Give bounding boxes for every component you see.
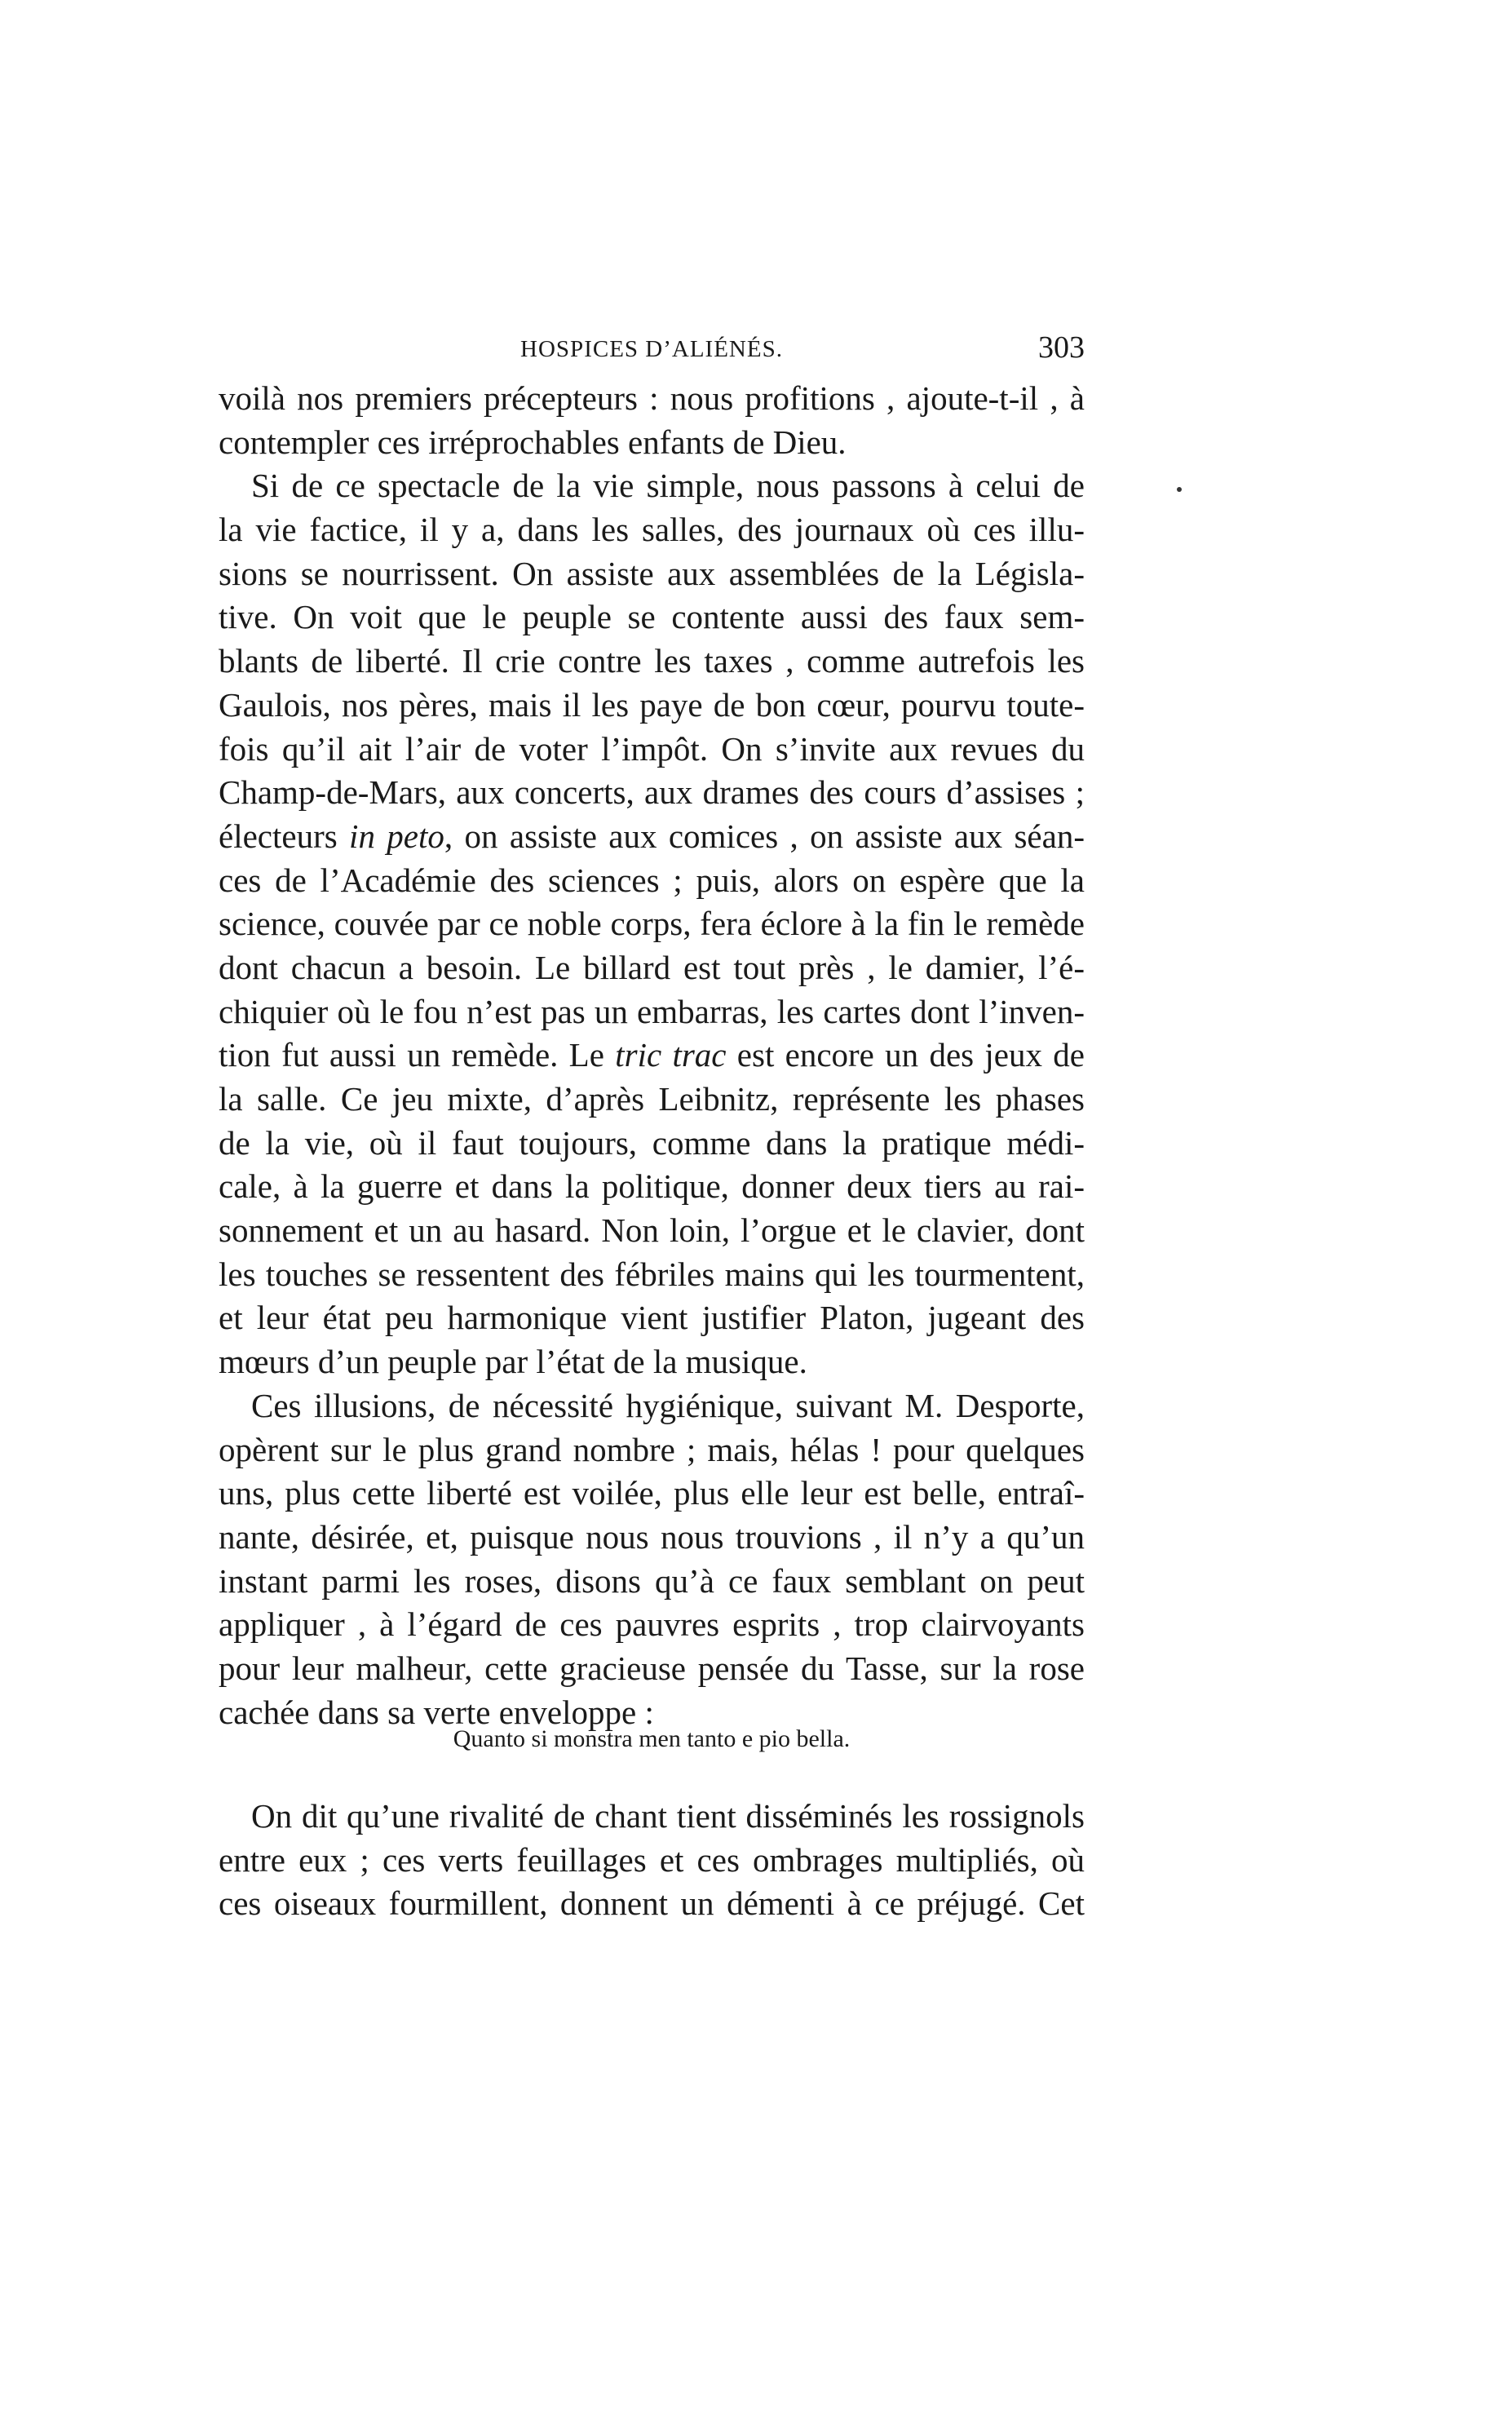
text-line: mœurs d’un peuple par l’état de la musique. (219, 1343, 807, 1381)
text-line: pour leur malheur, cette gracieuse pensée du Tasse, sur la rose (219, 1649, 1085, 1687)
text-line: les touches se ressentent des fébriles mains qui les tourmentent, (219, 1255, 1085, 1293)
text-line: la vie factice, il y a, dans les salles, des journaux où ces illu- (219, 511, 1085, 549)
text-line: cachée dans sa verte enveloppe : (219, 1693, 654, 1731)
text-line: uns, plus cette liberté est voilée, plus elle leur est belle, entraî- (219, 1474, 1085, 1512)
text-line: blants de liberté. Il crie contre les taxes , comme autrefois les (219, 642, 1085, 680)
text-line: entre eux ; ces verts feuillages et ces ombrages multipliés, où (219, 1840, 1085, 1879)
line-segment: , on assiste aux comices , on assiste aux séan- (444, 817, 1085, 855)
text-line: voilà nos premiers précepteurs : nous profitions , ajoute-t-il , à (219, 379, 1085, 417)
main-text-continued (219, 1795, 1085, 1926)
text-line: opèrent sur le plus grand nombre ; mais, hélas ! pour quelques (219, 1430, 1085, 1468)
text-line: contempler ces irréprochables enfants de Dieu. (219, 423, 847, 461)
text-line: et leur état peu harmonique vient justifier Platon, jugeant des (219, 1299, 1085, 1337)
text-line: la salle. Ce jeu mixte, d’après Leibnitz, représente les phases (219, 1080, 1085, 1118)
text-line: nante, désirée, et, puisque nous nous trouvions , il n’y a qu’un (219, 1517, 1085, 1556)
text-line: cale, à la guerre et dans la politique, donner deux tiers au rai- (219, 1167, 1085, 1206)
text-line: tive. On voit que le peuple se contente aussi des faux sem- (219, 598, 1085, 636)
text-line-with-italic (219, 815, 1085, 859)
text-line: science, couvée par ce noble corps, fera éclore à la fin le remède (219, 905, 1085, 943)
text-line: appliquer , à l’égard de ces pauvres esprits , trop clairvoyants (219, 1605, 1085, 1644)
text-line: Gaulois, nos pères, mais il les paye de bon cœur, pourvu toute- (219, 685, 1085, 724)
text-line: ces oiseaux fourmillent, donnent un démenti à ce préjugé. Cet (219, 1884, 1085, 1923)
running-head (219, 330, 1085, 370)
line-segment: tion fut aussi un remède. Le (219, 1036, 616, 1074)
page-number: 303 (1038, 330, 1085, 365)
text-line-with-italic (219, 1034, 1085, 1078)
main-text (219, 377, 1085, 1734)
text-line: ces de l’Académie des sciences ; puis, alors on espère que la (219, 861, 1085, 899)
paragraph-start-line: On dit qu’une rivalité de chant tient disséminés les rossignols (251, 1797, 1085, 1835)
text-line: de la vie, où il faut toujours, comme dans la pratique médi- (219, 1123, 1085, 1162)
running-title: HOSPICES D’ALIÉNÉS. (520, 336, 783, 362)
italic-phrase: in peto (349, 817, 444, 855)
line-segment: électeurs (219, 817, 350, 855)
text-line: fois qu’il ait l’air de voter l’impôt. On s’invite aux revues du (219, 729, 1085, 768)
text-line: Champ-de-Mars, aux concerts, aux drames des cours d’assises ; (219, 773, 1085, 812)
italic-phrase: tric trac (615, 1036, 727, 1074)
text-line: dont chacun a besoin. Le billard est tout près , le damier, l’é- (219, 948, 1085, 986)
text-line: chiquier où le fou n’est pas un embarras, les cartes dont l’inven- (219, 992, 1085, 1030)
ink-speck (1177, 487, 1182, 492)
text-line: instant parmi les roses, disons qu’à ce faux semblant on peut (219, 1561, 1085, 1600)
paragraph-start-line: Si de ce spectacle de la vie simple, nous passons à celui de (251, 467, 1085, 505)
text-line: sions se nourrissent. On assiste aux assemblées de la Législa- (219, 554, 1085, 592)
verse-quote: Quanto si monstra men tanto e pio bella. (453, 1725, 851, 1752)
text-line: sonnement et un au hasard. Non loin, l’orgue et le clavier, dont (219, 1211, 1085, 1250)
line-segment: est encore un des jeux de (726, 1036, 1085, 1074)
paragraph-start-line: Ces illusions, de nécessité hygiénique, suivant M. Desporte, (251, 1386, 1085, 1424)
